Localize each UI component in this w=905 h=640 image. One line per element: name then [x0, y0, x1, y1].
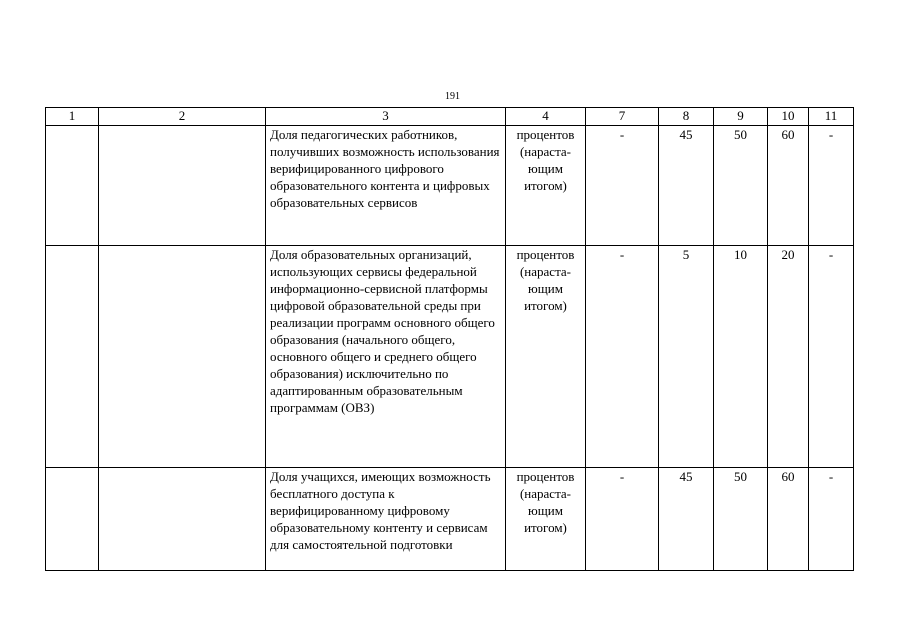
value-cell-11: -: [809, 126, 854, 246]
column-header: 4: [506, 108, 586, 126]
unit-cell: процентов (нараста-ющим итогом): [506, 246, 586, 468]
column-header: 1: [46, 108, 99, 126]
value-cell-10: 60: [768, 126, 809, 246]
indicator-cell: Доля педагогических работников, получивших возможность использования верифицированного цифрового образовательного контента и цифровых образовательных сервисов: [266, 126, 506, 246]
indicator-cell: Доля учащихся, имеющих возможность бесплатного доступа к верифицированному цифровому образовательному контенту и сервисам для самостоятельной подготовки: [266, 468, 506, 571]
table-row: [46, 126, 854, 246]
cell-col1: [46, 126, 99, 246]
value-cell-7: -: [586, 246, 659, 468]
column-header: 9: [714, 108, 768, 126]
column-header: 2: [99, 108, 266, 126]
unit-cell: процентов (нараста-ющим итогом): [506, 126, 586, 246]
column-header: 7: [586, 108, 659, 126]
cell-col2: [99, 126, 266, 246]
unit-cell: процентов (нараста-ющим итогом): [506, 468, 586, 571]
value-cell-8: 45: [659, 126, 714, 246]
column-header: 3: [266, 108, 506, 126]
value-cell-9: 10: [714, 246, 768, 468]
value-cell-8: 5: [659, 246, 714, 468]
header-row: [46, 108, 854, 126]
value-cell-10: 20: [768, 246, 809, 468]
cell-col1: [46, 468, 99, 571]
value-cell-11: -: [809, 246, 854, 468]
indicator-cell: Доля образовательных организаций, использующих сервисы федеральной информационно-сервисной платформы цифровой образовательной среды при реализации программ основного общего образования (начального общего, основного общего и среднего общего образования) исключительно по адаптированным образовательным программам (ОВЗ): [266, 246, 506, 468]
indicators-table: [45, 107, 854, 571]
cell-col2: [99, 468, 266, 571]
value-cell-10: 60: [768, 468, 809, 571]
page-number: 191: [445, 91, 460, 102]
cell-col1: [46, 246, 99, 468]
value-cell-7: -: [586, 468, 659, 571]
value-cell-8: 45: [659, 468, 714, 571]
cell-col2: [99, 246, 266, 468]
table-row: [46, 246, 854, 468]
value-cell-7: -: [586, 126, 659, 246]
value-cell-9: 50: [714, 126, 768, 246]
value-cell-11: -: [809, 468, 854, 571]
value-cell-9: 50: [714, 468, 768, 571]
column-header: 11: [809, 108, 854, 126]
table-row: [46, 468, 854, 571]
column-header: 10: [768, 108, 809, 126]
column-header: 8: [659, 108, 714, 126]
